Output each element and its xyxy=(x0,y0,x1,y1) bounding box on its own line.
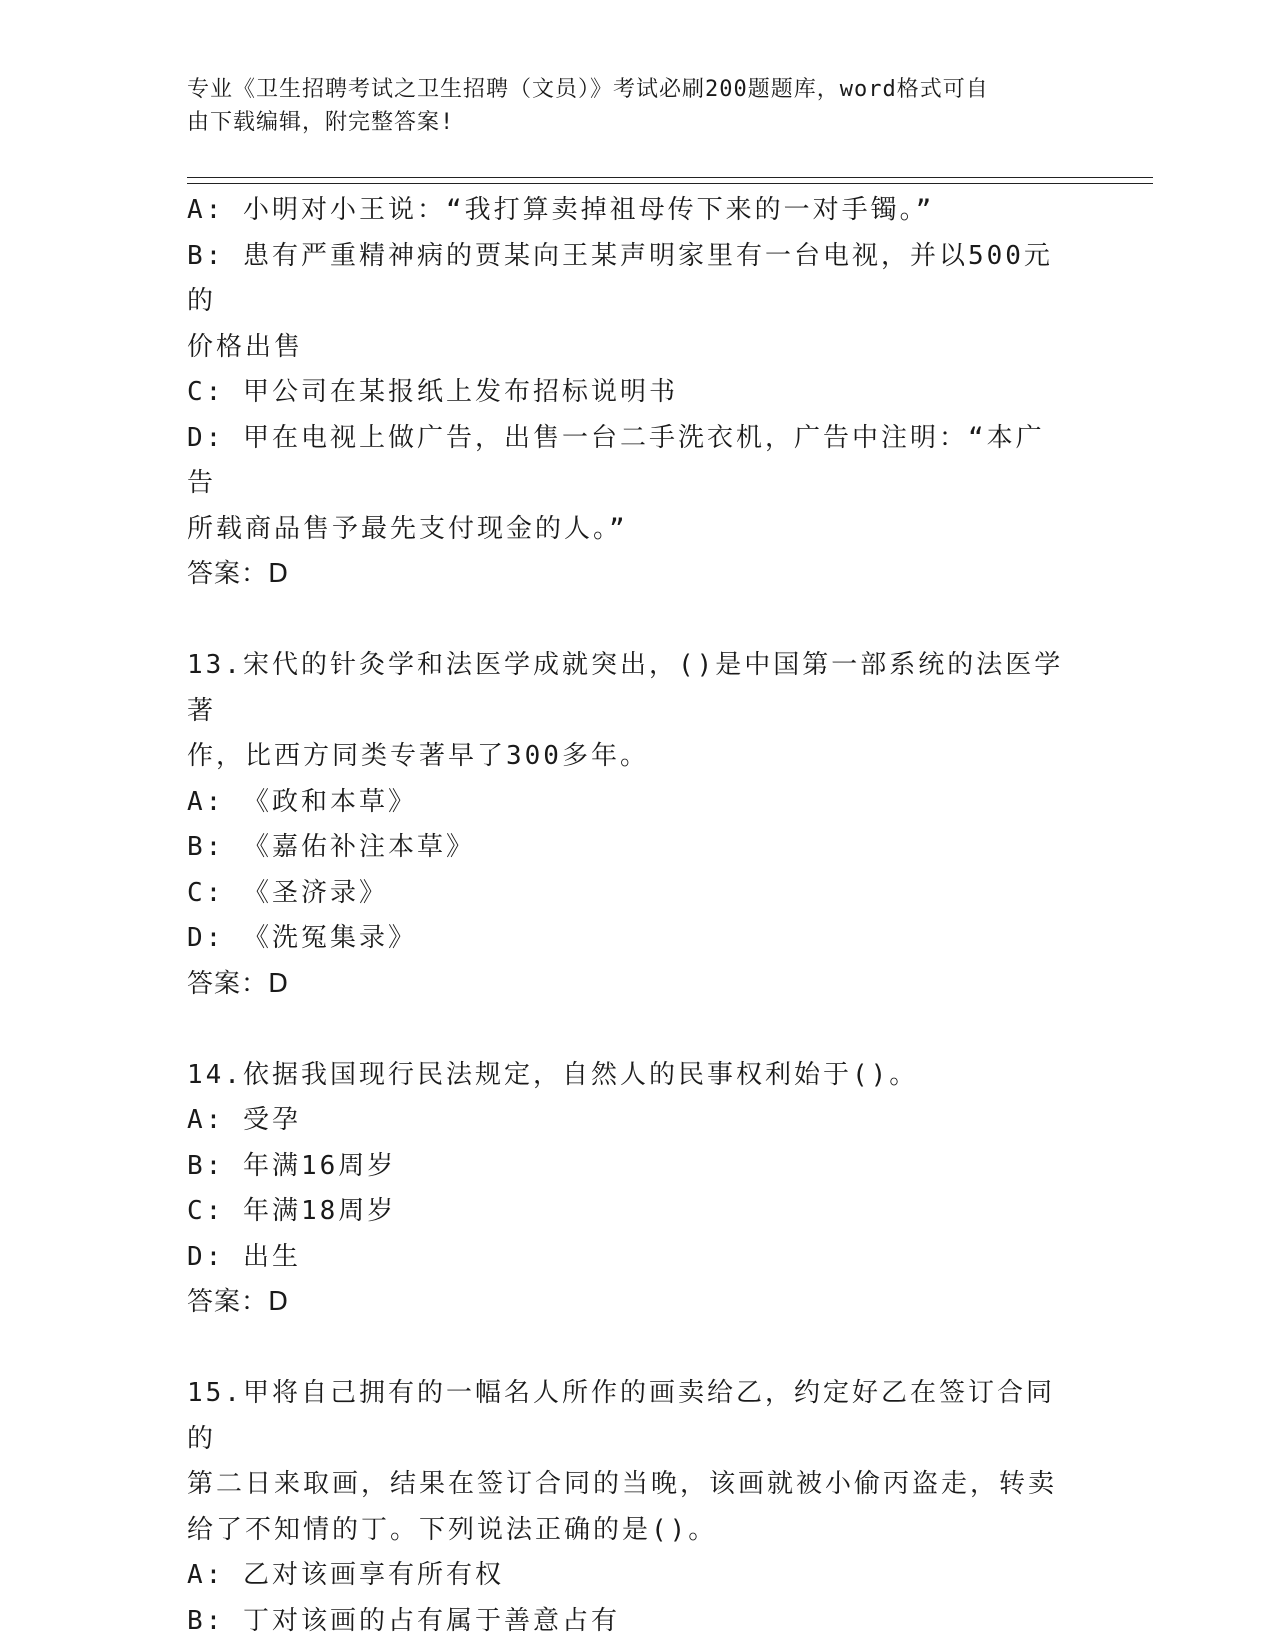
q13-option-b: B: 《嘉佑补注本草》 xyxy=(187,832,475,862)
q14-option-c: C: 年满18周岁 xyxy=(187,1196,397,1226)
question-15-block xyxy=(187,1371,1067,1644)
spacer xyxy=(187,1326,1067,1372)
q12-option-c: C: 甲公司在某报纸上发布招标说明书 xyxy=(187,377,678,407)
q14-option-d: D: 出生 xyxy=(187,1241,301,1272)
q14-option-a: A: 受孕 xyxy=(187,1105,301,1135)
q12-option-d-line-1: D: 甲在电视上做广告，出售一台二手洗衣机，广告中注明：“本广告 xyxy=(187,422,1045,498)
header-line-1: 专业《卫生招聘考试之卫生招聘（文员）》考试必刷200题题库，word格式可自 xyxy=(187,77,989,102)
q13-option-d: D: 《洗冤集录》 xyxy=(187,923,417,953)
spacer xyxy=(187,598,1067,644)
q13-answer: 答案：D xyxy=(187,968,290,999)
q15-question-line-3: 给了不知情的丁。下列说法正确的是()。 xyxy=(187,1514,718,1545)
q13-option-a: A: 《政和本草》 xyxy=(187,786,417,817)
q13-question-line-2: 作，比西方同类专著早了300多年。 xyxy=(187,741,649,771)
q15-option-b: B: 丁对该画的占有属于善意占有 xyxy=(187,1605,620,1636)
question-13-block xyxy=(187,643,1067,1007)
q12-option-a: A: 小明对小王说：“我打算卖掉祖母传下来的一对手镯。” xyxy=(187,195,935,225)
document-body xyxy=(187,188,1067,1644)
q14-option-b: B: 年满16周岁 xyxy=(187,1150,397,1181)
header-line-2: 由下载编辑，附完整答案! xyxy=(187,110,455,135)
q15-option-a: A: 乙对该画享有所有权 xyxy=(187,1560,504,1590)
q12-answer: 答案：D xyxy=(187,559,290,589)
q13-option-c: C: 《圣济录》 xyxy=(187,877,388,908)
document-header xyxy=(187,73,1067,139)
q12-option-d-line-2: 所载商品售予最先支付现金的人。” xyxy=(187,513,628,544)
q13-question-line-1: 13.宋代的针灸学和法医学成就突出，()是中国第一部系统的法医学著 xyxy=(187,650,1064,726)
q14-answer: 答案：D xyxy=(187,1287,290,1317)
q12-option-b-line-1: B: 患有严重精神病的贾某向王某声明家里有一台电视，并以500元的 xyxy=(187,240,1053,316)
q15-question-line-1: 15.甲将自己拥有的一幅名人所作的画卖给乙，约定好乙在签订合同的 xyxy=(187,1378,1055,1454)
q12-option-b-line-2: 价格出售 xyxy=(187,331,304,362)
header-divider xyxy=(187,177,1153,184)
q15-question-line-2: 第二日来取画，结果在签订合同的当晚，该画就被小偷丙盗走，转卖 xyxy=(187,1469,1058,1499)
question-14-block xyxy=(187,1053,1067,1326)
q14-question-line-1: 14.依据我国现行民法规定，自然人的民事权利始于()。 xyxy=(187,1059,919,1090)
spacer xyxy=(187,1007,1067,1053)
question-12-block xyxy=(187,188,1067,598)
